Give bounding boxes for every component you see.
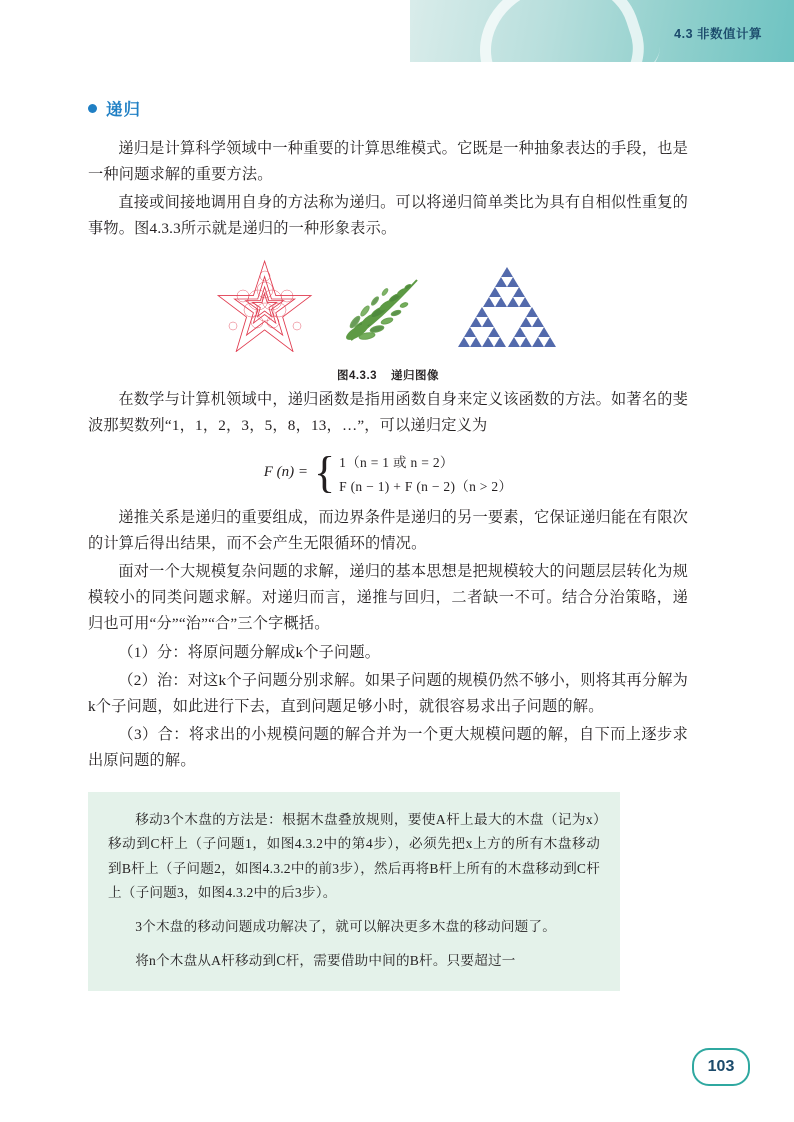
paragraph-1: 递归是计算科学领域中一种重要的计算思维模式。它既是一种抽象表达的手段，也是一种问题求解的重要方法。 [88, 140, 688, 184]
paragraph-8-combine: （3）合：将求出的小规模问题的解合并为一个更大规模问题的解，自下而上逐步求出原问题的解。 [88, 725, 688, 770]
running-header-title: 4.3 非数值计算 [674, 27, 762, 41]
paragraph-5: 面对一个大规模复杂问题的求解，递归的基本思想是把规模较大的问题层层转化为规模较小的同类问题求解。对递归而言，递推与回归，二者缺一不可。结合分治策略，递归也可用“分”“治”“合”三个字概括。 [88, 563, 688, 633]
paragraph-3: 在数学与计算机领域中，递归函数是指用函数自身来定义该函数的方法。如著名的斐波那契数列“1，1，2，3，5，8，13，…”，可以递归定义为 [88, 390, 688, 434]
fractal-star-icon [213, 256, 317, 357]
page-content [88, 96, 688, 991]
section-heading [88, 96, 688, 120]
paragraph-2: 直接或间接地调用自身的方法称为递归。可以将递归简单类比为具有自相似性重复的事物。图4.3.3所示就是递归的一种形象表示。 [88, 194, 688, 238]
note-paragraph-2: 3个木盘的移动问题成功解决了，就可以解决更多木盘的移动问题了。 [135, 919, 556, 934]
note-box [88, 792, 620, 991]
note-paragraph-3: 将n个木盘从A杆移动到C杆，需要借助中间的B杆。只要超过一 [135, 953, 516, 969]
formula-left-hand-side: F (n) = [263, 464, 309, 481]
formula-case-1: 1（n = 1 或 n = 2） [339, 454, 454, 470]
formula-brace-icon: { [314, 447, 336, 497]
figure-caption-number: 图4.3.3 [336, 369, 378, 382]
note-paragraph-1: 移动3个木盘的方法是：根据木盘叠放规则，要使A杆上最大的木盘（记为x）移动到C杆上（子问题1，如图4.3.2中的第4步），必须先把x上方的所有木盘移动到B杆上（子问题2，如图4.3.2中的前3步），然后再将B杆上所有的木盘移动到C杆上（子问题3，如图4.3.2中的后3步）。 [108, 812, 600, 900]
page-number-badge: 103 [692, 1048, 750, 1086]
formula-cases [339, 451, 512, 495]
figure-4-3-3 [88, 257, 688, 383]
formula-case-2: F (n − 1) + F (n − 2)（n > 2） [339, 478, 513, 494]
bullet-dot-icon [88, 104, 97, 113]
paragraph-4: 递推关系是递归的重要组成，而边界条件是递归的另一要素，它保证递归能在有限次的计算后得出结果，而不会产生无限循环的情况。 [88, 508, 688, 552]
figure-image-row [88, 257, 688, 357]
paragraph-6-divide: （1）分：将原问题分解成k个子问题。 [118, 643, 381, 661]
figure-caption [88, 367, 688, 383]
paragraph-7-conquer: （2）治：对这k个子问题分别求解。如果子问题的规模仍然不够小，则将其再分解为k个子问题，如此进行下去，直到问题足够小时，就很容易求出子问题的解。 [88, 671, 688, 715]
recursive-formula [88, 447, 688, 497]
section-heading-label: 递归 [106, 101, 141, 119]
sierpinski-triangle-icon [451, 264, 563, 357]
figure-caption-text: 递归图像 [391, 369, 440, 382]
fractal-fern-icon [341, 266, 427, 357]
header-swirl-decoration-secondary [440, 8, 660, 62]
